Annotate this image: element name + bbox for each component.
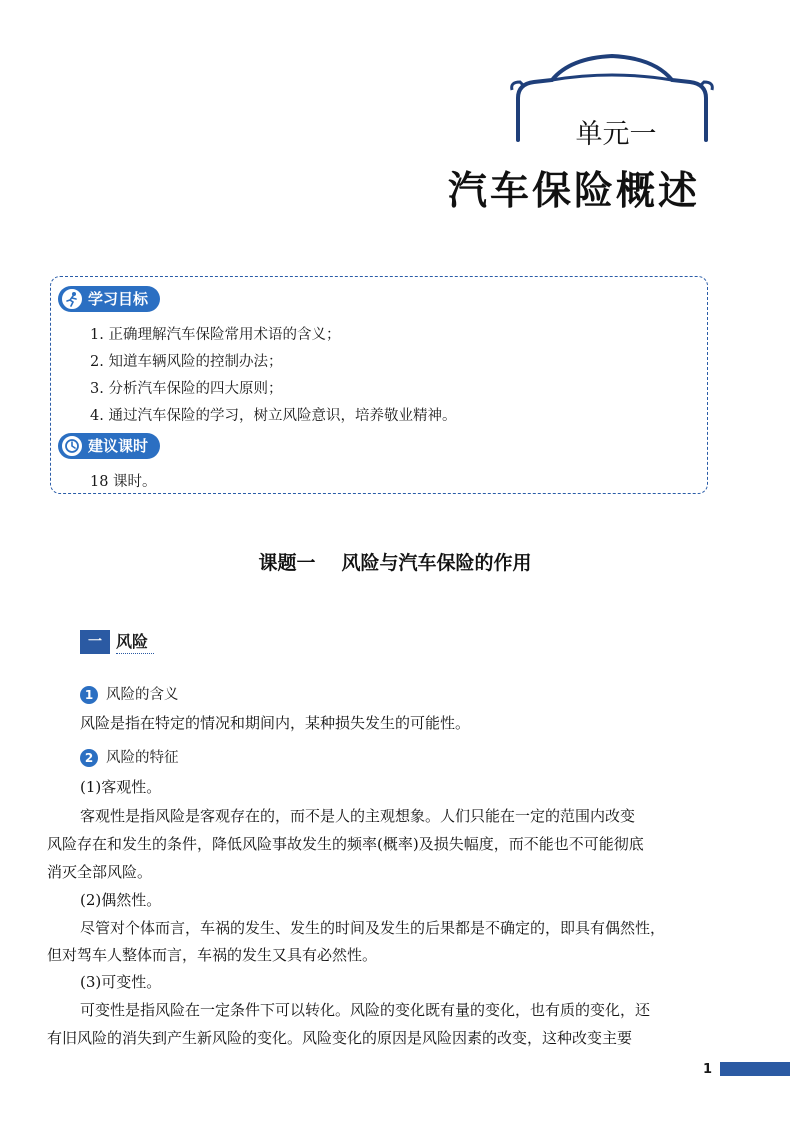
- learning-goals-badge: [58, 286, 160, 312]
- lesson-number: 课题一: [258, 552, 316, 574]
- suggested-hours-label: 建议课时: [88, 437, 149, 455]
- page-number: 1: [703, 1062, 713, 1077]
- subheading-text: 风险的特征: [106, 750, 179, 766]
- item-title: (3)可变性。: [80, 973, 162, 991]
- paragraph-line: 客观性是指风险是客观存在的，而不是人的主观想象。人们只能在一定的范围内改变: [80, 807, 636, 825]
- subheading-definition: [80, 683, 179, 704]
- list-item: 1. 正确理解汽车保险常用术语的含义；: [90, 327, 341, 343]
- list-item: 3. 分析汽车保险的四大原则；: [90, 381, 283, 397]
- clock-icon: [60, 434, 84, 458]
- page-bar: [720, 1062, 790, 1076]
- paragraph-line: 风险存在和发生的条件，降低风险事故发生的频率(概率)及损失幅度，而不能也不可能彻底: [47, 835, 644, 853]
- list-item: 2. 知道车辆风险的控制办法；: [90, 354, 283, 370]
- paragraph: 风险是指在特定的情况和期间内，某种损失发生的可能性。: [80, 714, 471, 732]
- lesson-name: 风险与汽车保险的作用: [341, 552, 532, 574]
- section-number: 一: [80, 630, 110, 654]
- learning-goals-label: 学习目标: [88, 290, 149, 308]
- runner-icon: [60, 287, 84, 311]
- section-title: 风险: [116, 629, 154, 654]
- unit-title: 汽车保险概述: [447, 169, 700, 214]
- number-badge: 1: [80, 686, 98, 704]
- lesson-title: [0, 548, 790, 575]
- suggested-hours-badge: [58, 433, 160, 459]
- list-item: 4. 通过汽车保险的学习，树立风险意识，培养敬业精神。: [90, 408, 457, 424]
- suggested-hours-text: 18 课时。: [90, 474, 157, 490]
- item-title: (2)偶然性。: [80, 891, 162, 909]
- subheading-features: [80, 746, 179, 767]
- section-heading: [80, 629, 154, 655]
- subheading-text: 风险的含义: [106, 687, 179, 703]
- paragraph-line: 可变性是指风险在一定条件下可以转化。风险的变化既有量的变化，也有质的变化，还: [80, 1001, 651, 1019]
- number-badge: 2: [80, 749, 98, 767]
- paragraph-line: 但对驾车人整体而言，车祸的发生又具有必然性。: [47, 946, 378, 964]
- paragraph-line: 尽管对个体而言，车祸的发生、发生的时间及发生的后果都是不确定的，即具有偶然性，: [80, 919, 666, 937]
- learning-goals-list: [90, 322, 456, 430]
- paragraph-line: 消灭全部风险。: [47, 863, 153, 881]
- paragraph-line: 有旧风险的消失到产生新风险的变化。风险变化的原因是风险因素的改变，这种改变主要: [47, 1029, 633, 1047]
- item-title: (1)客观性。: [80, 778, 162, 796]
- unit-label: 单元一: [575, 119, 657, 150]
